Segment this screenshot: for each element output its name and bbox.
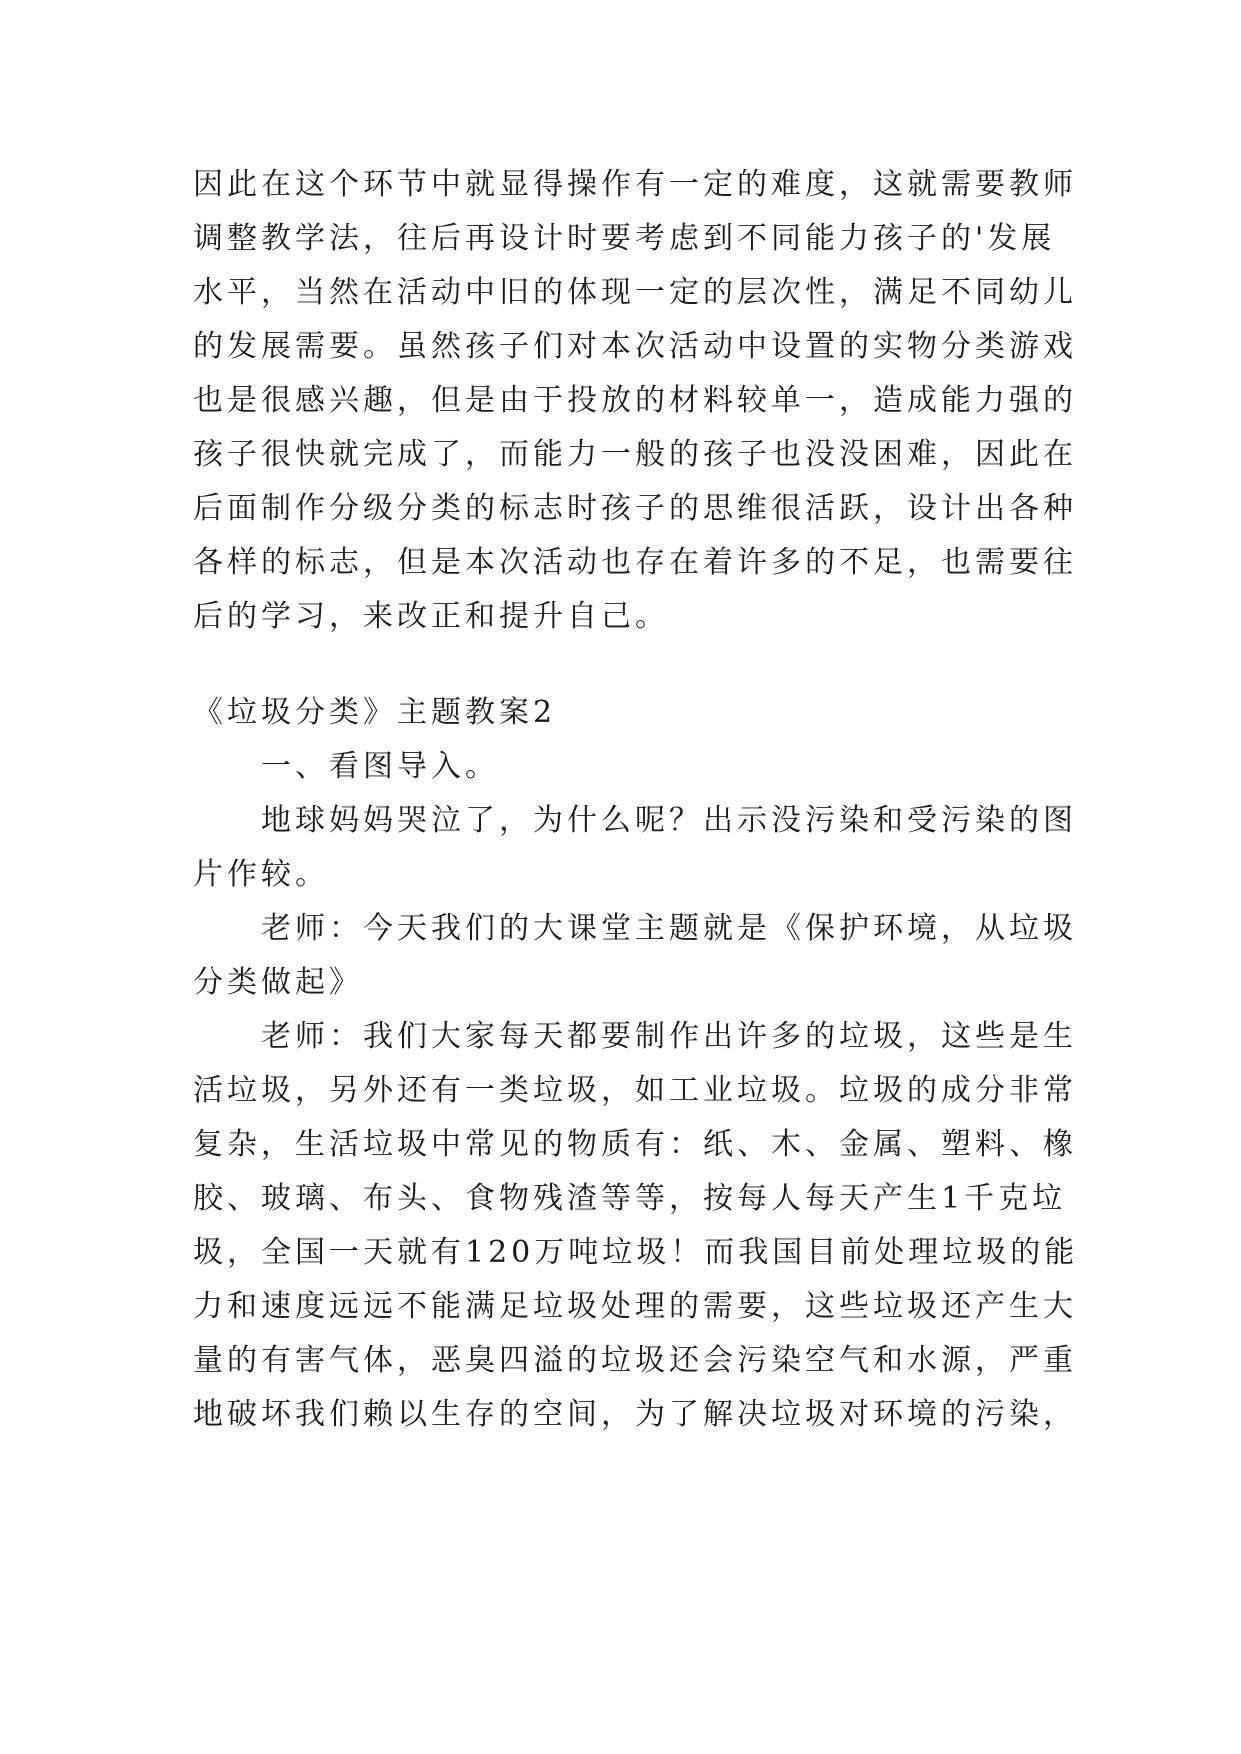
text-line: 片作较。 (193, 857, 329, 892)
document-body (193, 158, 1079, 1442)
text-line: 活垃圾，另外还有一类垃圾，如工业垃圾。垃圾的成分非常 (193, 1073, 1077, 1108)
text-line: 后的学习，来改正和提升自己。 (193, 599, 669, 634)
text-line: 分类做起》 (193, 965, 363, 1000)
text-line: 各样的标志，但是本次活动也存在着许多的不足，也需要往 (193, 545, 1077, 580)
text-line: 地破坏我们赖以生存的空间，为了解决垃圾对环境的污染， (193, 1397, 1077, 1432)
text-line: 量的有害气体，恶臭四溢的垃圾还会污染空气和水源，严重 (193, 1343, 1077, 1378)
teacher-paragraph-2 (193, 1010, 1079, 1442)
text-line: 的发展需要。虽然孩子们对本次活动中设置的实物分类游戏 (193, 329, 1077, 364)
text-line: 因此在这个环节中就显得操作有一定的难度，这就需要教师 (193, 167, 1077, 202)
text-line: 地球妈妈哭泣了，为什么呢？出示没污染和受污染的图 (261, 803, 1077, 838)
reflection-paragraph (193, 158, 1077, 644)
text-line: 圾，全国一天就有120万吨垃圾！而我国目前处理垃圾的能 (193, 1235, 1079, 1270)
text-line: 后面制作分级分类的标志时孩子的思维很活跃，设计出各种 (193, 491, 1077, 526)
intro-paragraph (193, 794, 1077, 902)
step-heading: 一、看图导入。 (261, 749, 499, 784)
text-line: 老师：今天我们的大课堂主题就是《保护环境，从垃圾 (261, 911, 1077, 946)
text-line: 老师：我们大家每天都要制作出许多的垃圾，这些是生 (261, 1019, 1077, 1054)
text-line: 水平，当然在活动中旧的体现一定的层次性，满足不同幼儿 (193, 275, 1077, 310)
text-line: 也是很感兴趣，但是由于投放的材料较单一，造成能力强的 (193, 383, 1077, 418)
text-line: 力和速度远远不能满足垃圾处理的需要，这些垃圾还产生大 (193, 1289, 1077, 1324)
text-line: 孩子很快就完成了，而能力一般的孩子也没没困难，因此在 (193, 437, 1077, 472)
text-line: 复杂，生活垃圾中常见的物质有：纸、木、金属、塑料、橡 (193, 1127, 1077, 1162)
text-line: 调整教学法，往后再设计时要考虑到不同能力孩子的'发展 (193, 221, 1056, 256)
section-gap (193, 644, 1063, 686)
teacher-paragraph-1 (193, 902, 1077, 1010)
section-title: 《垃圾分类》主题教案2 (193, 695, 557, 730)
text-line: 胶、玻璃、布头、食物残渣等等，按每人每天产生1千克垃 (193, 1181, 1067, 1216)
